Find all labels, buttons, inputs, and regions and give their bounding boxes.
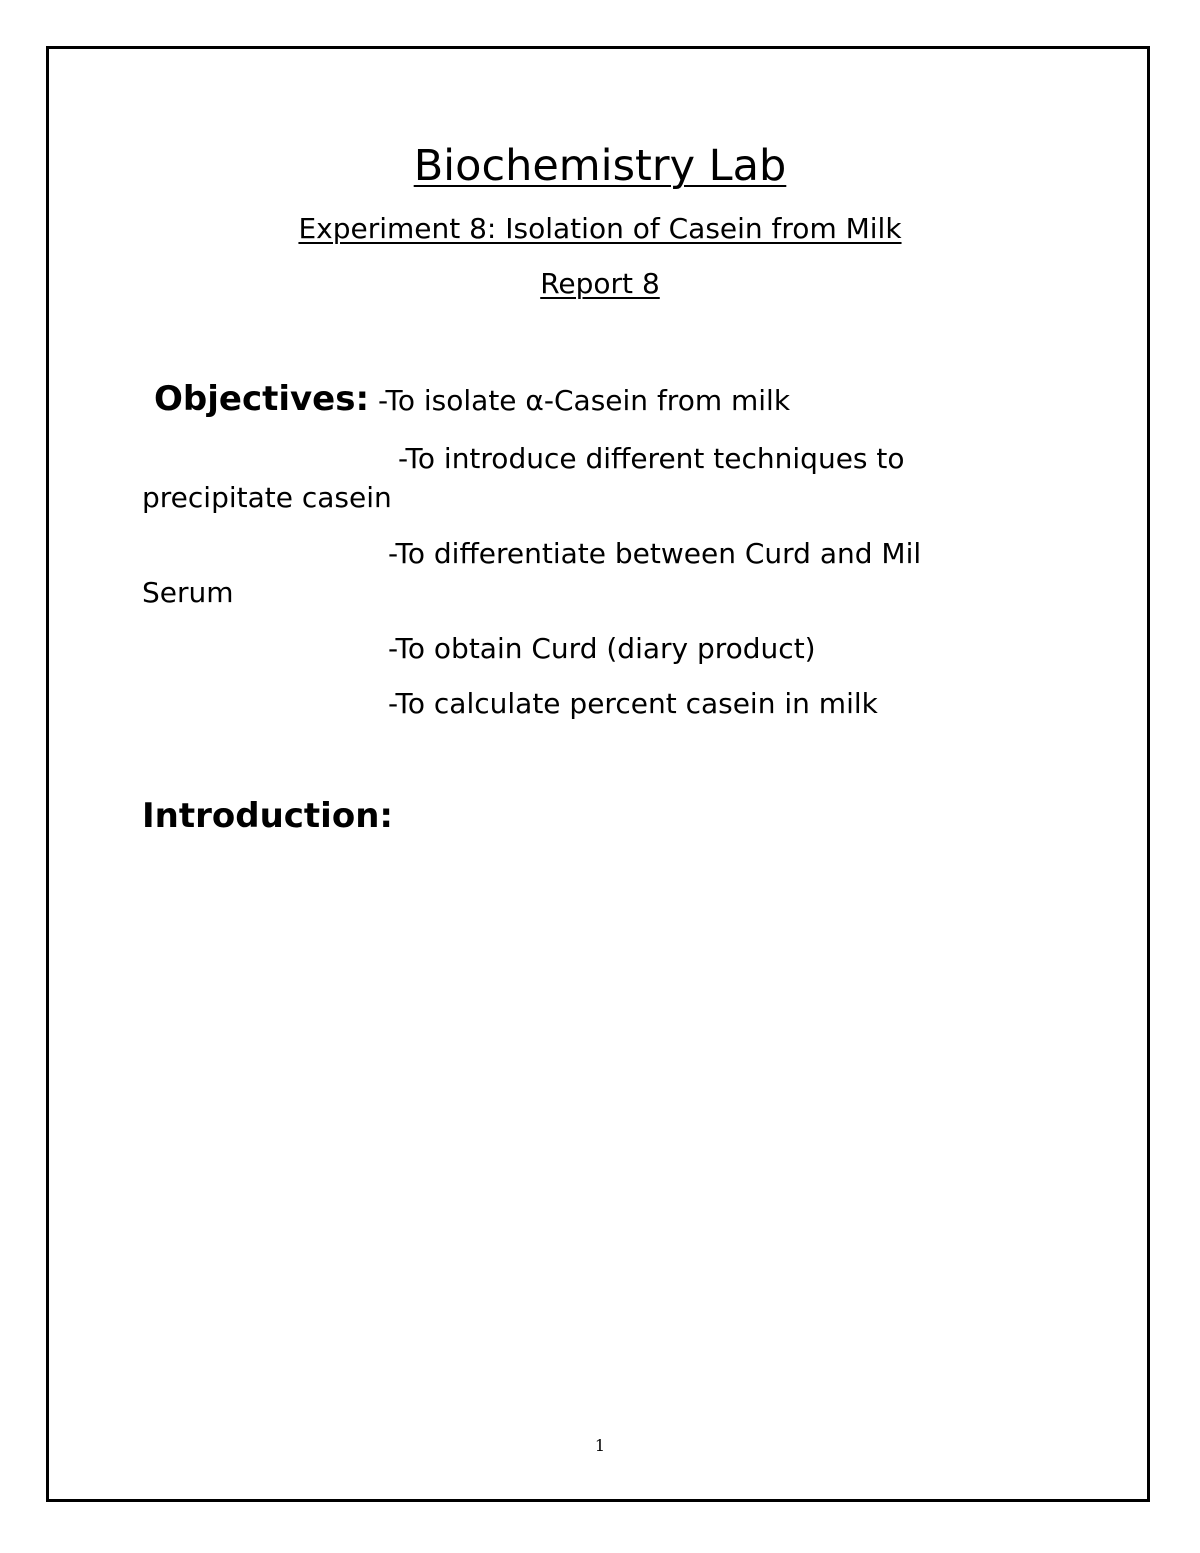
page-number: 1 <box>594 1436 606 1455</box>
objective-item-1: -To isolate α-Casein from milk <box>377 384 791 417</box>
experiment-title: Experiment 8: Isolation of Casein from Milk <box>298 212 902 245</box>
objective-item-3: -To differentiate between Curd and Mil <box>388 537 922 570</box>
objective-item-3-continued: Serum <box>142 576 234 609</box>
introduction-heading: Introduction: <box>142 796 393 836</box>
report-label: Report 8 <box>540 267 660 300</box>
document-title: Biochemistry Lab <box>413 141 787 191</box>
objective-item-4: -To obtain Curd (diary product) <box>388 632 816 665</box>
objective-item-5: -To calculate percent casein in milk <box>388 687 878 720</box>
objective-item-2: -To introduce different techniques to <box>398 442 905 475</box>
objectives-row <box>154 380 790 420</box>
objectives-heading: Objectives: <box>154 379 370 419</box>
objective-item-2-continued: precipitate casein <box>142 481 392 514</box>
